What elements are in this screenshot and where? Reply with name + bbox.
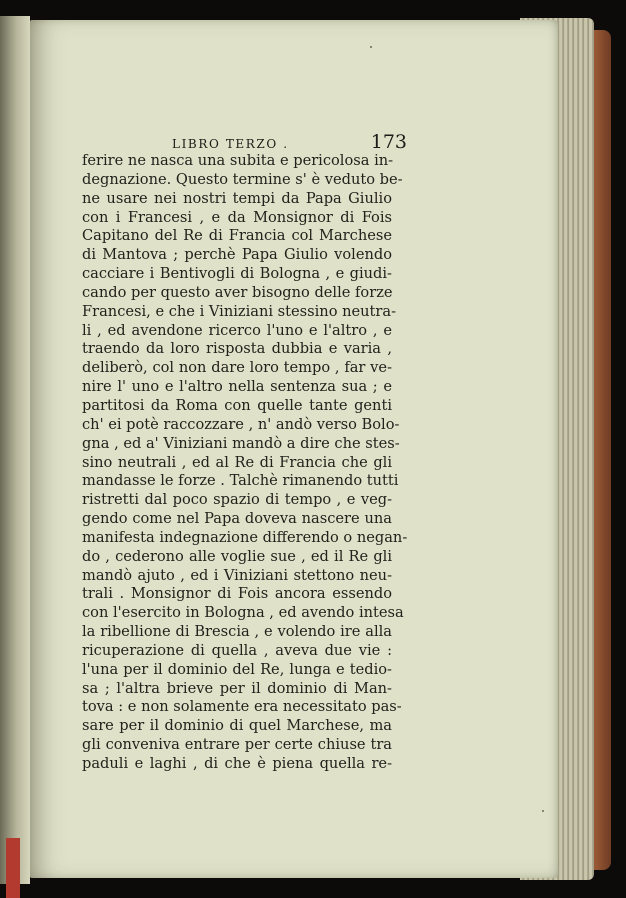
text-line: sare per il dominio di quel Marchese, ma	[82, 717, 392, 735]
text-line: paduli e laghi , di che è piena quella re-	[82, 755, 392, 772]
text-line: li , ed avendone ricerco l'uno e l'altro , e	[82, 321, 392, 339]
text-line: manifesta indegnazione differendo o negan-	[82, 528, 408, 546]
text-line: ne usare nei nostri tempi da Papa Giulio	[82, 189, 392, 207]
text-line: cacciare i Bentivogli di Bologna , e giudi-	[82, 265, 392, 283]
text-line: deliberò, col non dare loro tempo , far ve-	[82, 359, 392, 377]
text-line: la ribellione di Brescia , e volendo ire alla	[82, 623, 392, 641]
text-line: sino neutrali , ed al Re di Francia che gli	[82, 453, 392, 471]
text-line: ricuperazione di quella , aveva due vie :	[82, 641, 392, 659]
text-line: tova : e non solamente era necessitato pas-	[82, 698, 402, 716]
text-line: ferire ne nasca una subita e pericolosa in-	[82, 152, 394, 169]
text-line: mandasse le forze . Talchè rimanendo tutti	[82, 472, 399, 490]
paper-speck	[370, 46, 372, 48]
text-line: Francesi, e che i Viniziani stessino neutra-	[82, 302, 397, 320]
running-head: LIBRO TERZO .	[172, 137, 289, 151]
page-number: 173	[370, 131, 407, 153]
paper-speck	[542, 810, 544, 812]
text-line: con i Francesi , e da Monsignor di Fois	[82, 208, 392, 226]
text-line: partitosi da Roma con quelle tante genti	[82, 396, 392, 414]
text-line: trali . Monsignor di Fois ancora essendo	[82, 585, 392, 603]
text-line: nire l' uno e l'altro nella sentenza sua ; e	[82, 378, 392, 396]
text-line: gendo come nel Papa doveva nascere una	[82, 510, 392, 528]
text-line: gli conveniva entrare per certe chiuse tra	[82, 736, 392, 754]
text-line: ristretti dal poco spazio di tempo , e veg-	[82, 491, 392, 509]
text-line: sa ; l'altra brieve per il dominio di Man-	[82, 679, 392, 697]
text-line: gna , ed a' Viniziani mandò a dire che stes-	[82, 434, 400, 452]
text-line: traendo da loro risposta dubbia e varia ,	[82, 340, 392, 358]
text-line: cando per questo aver bisogno delle forze	[82, 283, 393, 301]
text-line: do , cederono alle voglie sue , ed il Re gli	[82, 547, 392, 565]
text-line: ch' ei potè raccozzare , n' andò verso Bolo-	[82, 415, 400, 433]
text-line: con l'esercito in Bologna , ed avendo intesa	[82, 604, 404, 622]
text-line: degnazione. Questo termine s' è veduto be-	[82, 170, 403, 188]
bookmark-ribbon	[6, 838, 20, 898]
text-line: mandò ajuto , ed i Viniziani stettono neu-	[82, 566, 392, 584]
text-line: l'una per il dominio del Re, lunga e tedio-	[82, 660, 392, 678]
text-line: Capitano del Re di Francia col Marchese	[82, 227, 392, 245]
facing-page-edge	[0, 16, 30, 884]
text-line: di Mantova ; perchè Papa Giulio volendo	[82, 246, 392, 264]
body-text	[82, 152, 408, 774]
